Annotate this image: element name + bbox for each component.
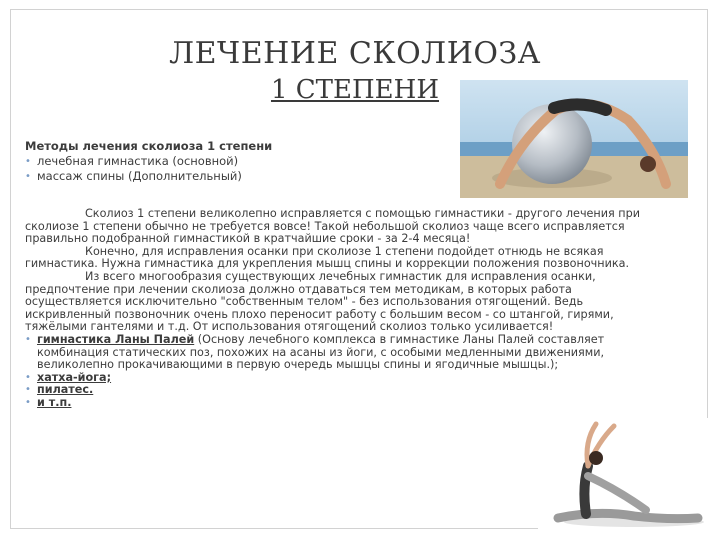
fitball-exercise-photo	[460, 80, 688, 198]
bullet-icon: •	[25, 371, 31, 383]
list-item	[25, 397, 653, 410]
paragraph: Сколиоз 1 степени великолепно исправляется с помощью гимнастики - другого лечения при сколиозе 1 степени обычно не требуется вовсе! Такой небольшой сколиоз чаще всего исправляется правильно подобранной гимнастикой в кратчайшие сроки - за 2-4 месяца!	[25, 207, 640, 246]
list-item	[25, 154, 465, 169]
yoga-pose-photo	[538, 418, 708, 530]
list-item	[25, 384, 653, 397]
list-item	[25, 169, 465, 184]
slide-subtitle: 1 СТЕПЕНИ	[270, 75, 440, 105]
methods-block	[25, 139, 465, 184]
paragraph: Из всего многообразия существующих лечебных гимнастик для исправления осанки, предпочтение при лечении сколиоза должно отдаваться тем методикам, в которых работа осуществляется исключительно "собственным телом" - без использования отягощений. Ведь искривленный позвоночник очень плохо переносит работу с большим весом - со штангой, гирями, тяжёлыми гантелями и т.д. От использования отягощений сколиоз только усиливается!	[25, 269, 614, 334]
body-text	[25, 208, 653, 410]
list-item-bold: хатха-йога;	[37, 370, 112, 384]
list-item	[25, 334, 653, 372]
list-item-bold: и т.п.	[37, 395, 72, 409]
bullet-icon: •	[25, 384, 31, 396]
list-item-text: (Основу лечебного комплекса в гимнастике Ланы Палей составляет комбинация статических поз, похожих на асаны из йоги, с особыми медленными движениями, великолепно прокачивающими в первую очередь мышцы спины и ягодичные мышцы.);	[37, 332, 605, 372]
exercise-list	[25, 334, 653, 410]
bullet-icon: •	[25, 171, 31, 182]
list-item-bold: гимнастика Ланы Палей	[37, 332, 195, 346]
bullet-icon: •	[25, 396, 31, 408]
list-item	[25, 372, 653, 385]
bullet-icon: •	[25, 156, 31, 167]
list-item-text: массаж спины (Дополнительный)	[37, 169, 242, 183]
list-item-text: лечебная гимнастика (основной)	[37, 154, 239, 168]
paragraph: Конечно, для исправления осанки при сколиозе 1 степени подойдет отнюдь не всякая гимнастика. Нужна гимнастика для укрепления мышц спины и коррекции положения позвоночника.	[25, 244, 630, 271]
slide-title: ЛЕЧЕНИЕ СКОЛИОЗА	[169, 36, 541, 71]
methods-heading: Методы лечения сколиоза 1 степени	[25, 139, 273, 153]
bullet-icon: •	[25, 333, 31, 345]
list-item-bold: пилатес.	[37, 383, 94, 397]
